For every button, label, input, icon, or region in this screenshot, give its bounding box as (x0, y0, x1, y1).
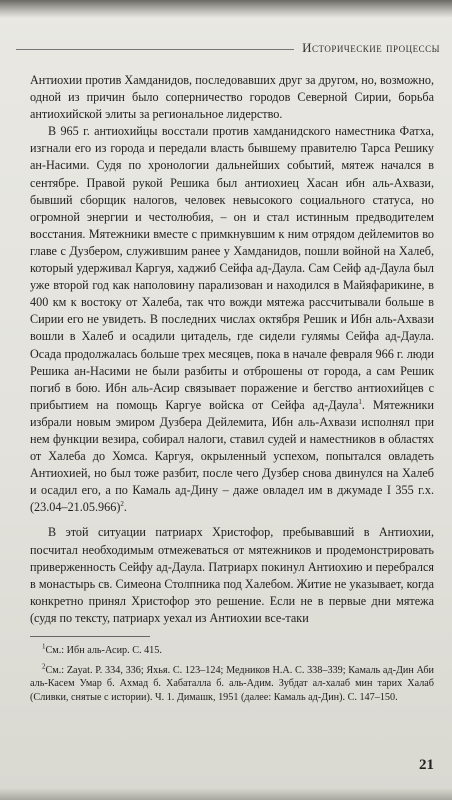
footnote-text: См.: Zayat. P. 334, 336; Яхья. С. 123–124; Медников Н.А. С. 338–339; Камаль ад-Дин Аби аль-Касем Умар б. Ахмад б. Хабаталла б. аль-Адим. Зубдат ал-халаб мин тарих Халаб (Сливки, снятые с истории). Ч. 1. Димашк, 1951 (далее: Камаль ад-Дин). С. 147–150. (30, 664, 434, 703)
paragraph (30, 72, 434, 123)
running-header (16, 38, 440, 60)
page-bottom-shadow (0, 788, 452, 800)
paragraph-text: . (123, 500, 127, 515)
footnote-number: 2 (42, 662, 46, 671)
footnote (30, 644, 434, 658)
paragraph-text: . Мятежники избрали новым эмиром Дузбера Дейлемита, Ибн аль-Ахвази исполнял при нем функции везира, собирал налоги, ставил судей и наместников в областях от Халеба до Хомса. Каргуя, окрыленный успехом, попытался овладеть Антиохией, но был тоже разбит, после чего Дузбер снова двинулся на Халеб и осадил его, а по Камаль ад-Дину – даже овладел им в джумаде I 355 г.х. (23.04–21.05.966) (30, 397, 434, 515)
footnote-number: 1 (42, 642, 46, 651)
footnote (30, 664, 434, 705)
footnote-ref[interactable]: 1 (358, 397, 362, 406)
paragraph-text: Антиохии против Хамданидов, последовавших друг за другом, но, возможно, одной из причин было соперничество городов Северной Сирии, борьба антиохийской элиты за региональное лидерство. (30, 73, 434, 122)
paragraph (30, 524, 434, 627)
footnotes (30, 644, 434, 710)
footnote-text: См.: Ибн аль-Асир. С. 415. (45, 645, 162, 656)
paragraph-text: В 965 г. антиохийцы восстали против хамданидского наместника Фатха, изгнали его из города и передали власть бывшему правителю Тарса Решику ан-Насими. Судя по хронологии дальнейших событий, мятеж начался в сентябре. Правой рукой Решика был антиохиец Хасан ибн аль-Ахвази, бывший сборщик налогов, человек невысокого социального статуса, но огромной энергии и честолюбия, – он и стал истинным предводителем восстания. Мятежники вместе с примкнувшим к ним отрядом дейлемитов во главе с Дузбером, служившим ранее у Хамданидов, пошли войной на Халеб, который удерживал Каргуя, хаджиб Сейфа ад-Даула. Сам Сейф ад-Даула был уже второй год как наполовину парализован и находился в Майяфарикине, в 400 км к востоку от Халеба, так что вожди мятежа рассчитывали больше в Сирии его не увидеть. В последних числах октября Решик и Ибн аль-Ахвази вошли в Халеб и осадили цитадель, где сидели гулямы Сейфа ад-Даула. Осада продолжалась больше трех месяцев, пока в начале февраля 966 г. люди Решика ан-Насими не были разбиты и отброшены от города, а сам Решик погиб в бою. Ибн аль-Асир связывает поражение и бегство антиохийцев с прибытием на помощь Каргуе войска от Сейфа ад-Даула (30, 124, 434, 412)
paragraph (30, 123, 434, 516)
page-top-shadow (0, 0, 452, 18)
running-header-title: Исторические процессы (294, 40, 440, 56)
body-text (30, 72, 434, 627)
page-number: 21 (419, 757, 434, 773)
paragraph-text: В этой ситуации патриарх Христофор, пребывавший в Антиохии, посчитал необходимым отмежеваться от мятежников и продемонстрировать приверженность Сейфу ад-Даула. Патриарх покинул Антиохию и перебрался в монастырь св. Симеона Столпника под Халебом. Житие не указывает, когда конкретно принял Христофор это решение. Если не в первые дни мятежа (судя по тексту, патриарх уехал из Антиохии все-таки (30, 525, 434, 625)
footnote-rule (30, 636, 150, 637)
footnote-ref[interactable]: 2 (120, 500, 124, 509)
